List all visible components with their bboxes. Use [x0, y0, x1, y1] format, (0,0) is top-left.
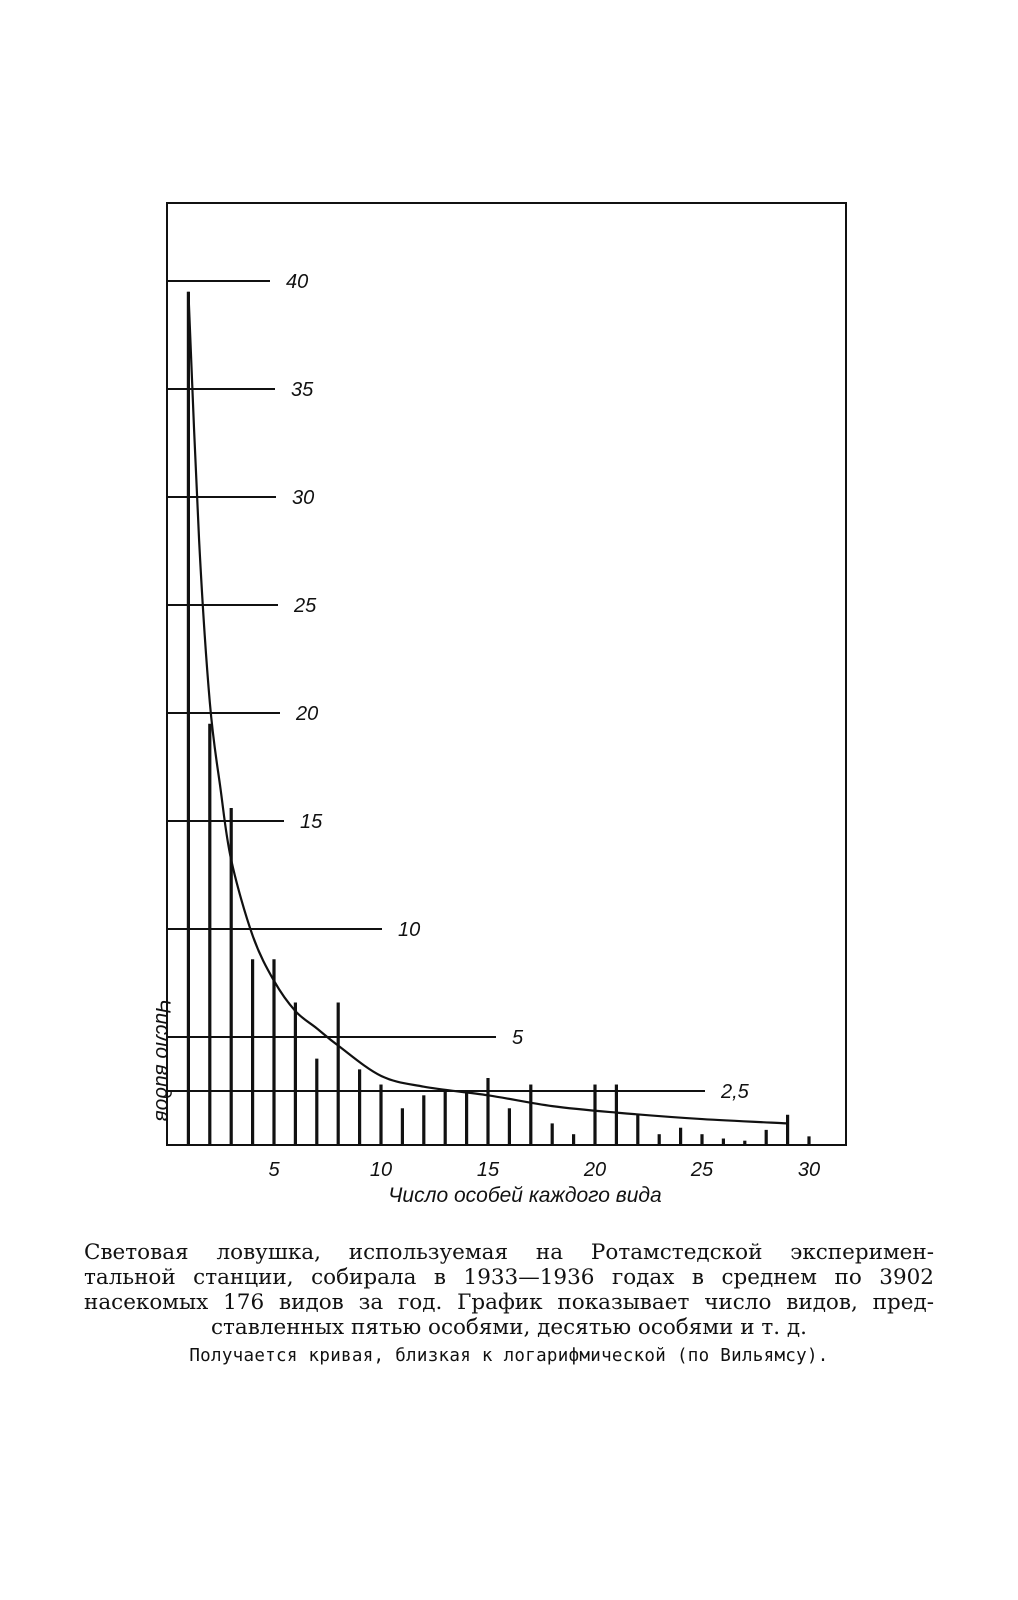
caption-line-1: Световая ловушка, используемая на Ротамстедской эксперимен-: [84, 1240, 934, 1265]
log-curve: [188, 292, 787, 1124]
x-tick-label: 5: [268, 1159, 280, 1181]
y-reference-label: 2,5: [721, 1081, 749, 1103]
x-tick-label: 20: [583, 1159, 607, 1181]
x-tick-label: 25: [690, 1159, 714, 1181]
y-reference-label: 10: [398, 919, 421, 941]
caption-note: Получается кривая, близкая к логарифмической (по Вильямсу).: [189, 1346, 829, 1366]
x-axis-title: Число особей каждого вида: [388, 1184, 662, 1207]
y-reference-label: 5: [512, 1027, 524, 1049]
caption-line-2: тальной станции, собирала в 1933—1936 годах в среднем по 3902: [84, 1265, 934, 1290]
chart-frame: [167, 203, 846, 1145]
caption-line-4: ставленных пятью особями, десятью особями и т. д.: [210, 1315, 808, 1340]
y-axis-title: Число видов: [151, 998, 174, 1122]
bars: [188, 292, 809, 1145]
y-reference-label: 25: [294, 595, 317, 617]
x-tick-label: 30: [797, 1159, 821, 1181]
curve: [188, 292, 787, 1124]
y-reference-label: 40: [286, 271, 309, 293]
y-reference-label: 35: [291, 379, 314, 401]
x-tick-label: 15: [476, 1159, 500, 1181]
y-reference-label: 15: [300, 811, 323, 833]
x-axis-ticks: [268, 1159, 820, 1181]
y-reference-label: 20: [296, 703, 319, 725]
y-reference-label: 30: [292, 487, 315, 509]
caption-line-3: насекомых 176 видов за год. График показывает число видов, пред-: [84, 1290, 934, 1315]
x-tick-label: 10: [369, 1159, 393, 1181]
y-reference-lines: [167, 271, 750, 1103]
